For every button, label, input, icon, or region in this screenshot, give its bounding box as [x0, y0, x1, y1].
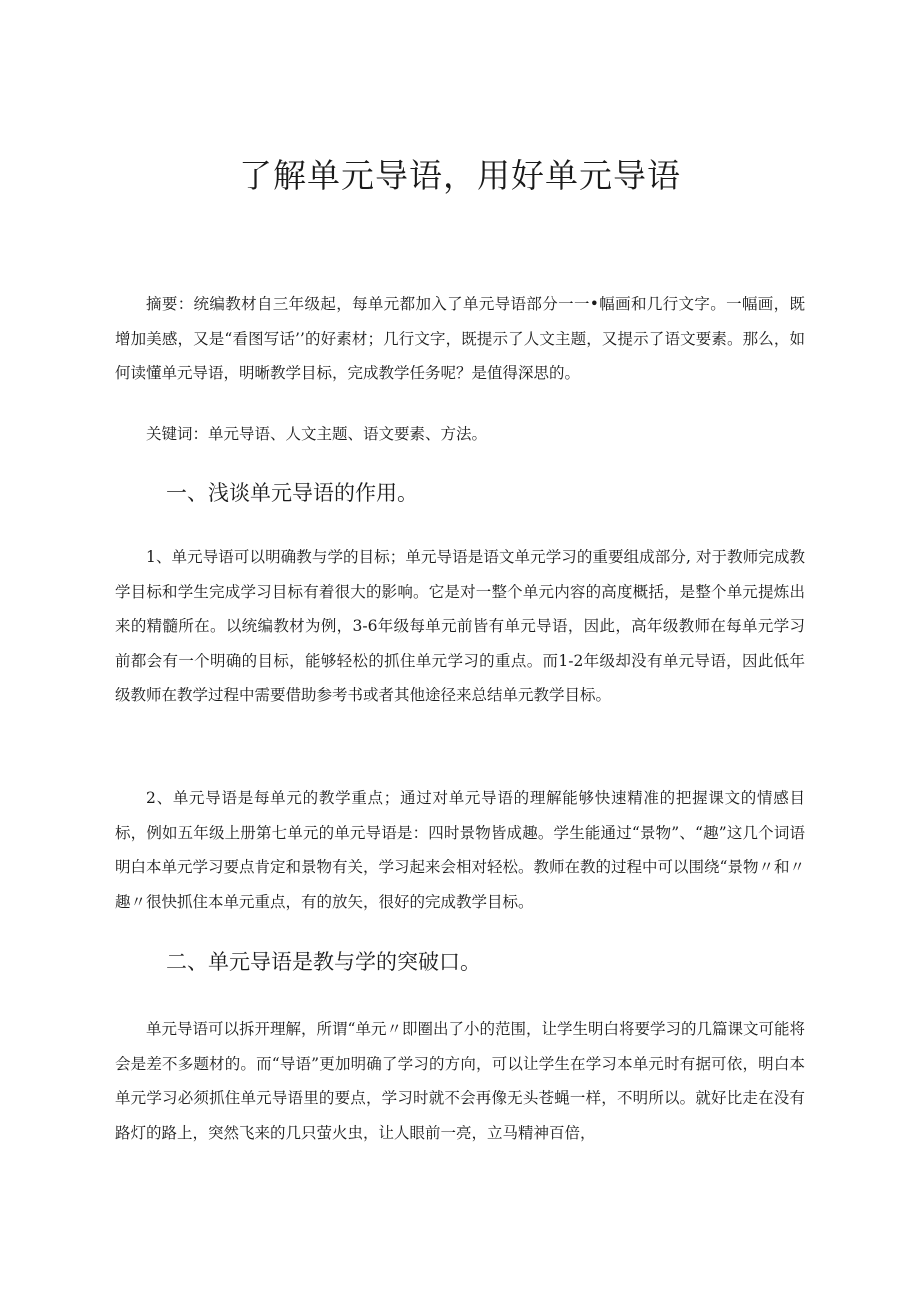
section-1-paragraph-1: 1、单元导语可以明确教与学的目标；单元导语是语文单元学习的重要组成部分, 对于教师完成教学目标和学生完成学习目标有着很大的影响。它是对一整个单元内容的高度概括，是整个单元提炼出来的精髓所在。以统编教材为例，3-6年级每单元前皆有单元导语，因此，高年级教师在每单元学习前都会有一个明确的目标，能够轻松的抓住单元学习的重点。而1-2年级却没有单元导语，因此低年级教师在教学过程中需要借助参考书或者其他途径来总结单元教学目标。 [115, 548, 805, 704]
section-2-paragraph-1: 单元导语可以拆开理解，所谓“单元〃即圈出了小的范围，让学生明白将要学习的几篇课文可能将会是差不多题材的。而“导语”更加明确了学习的方向，可以让学生在学习本单元时有据可依，明白本单元学习必须抓住单元导语里的要点，学习时就不会再像无头苍蝇一样，不明所以。就好比走在没有路灯的路上，突然飞来的几只萤火虫，让人眼前一亮，立马精神百倍， [115, 1020, 805, 1142]
abstract-paragraph: 摘要：统编教材自三年级起，每单元都加入了单元导语部分一一•幅画和几行文字。一幅画，既增加美感，又是“看图写话’’的好素材；几行文字，既提示了人文主题，又提示了语文要素。那么，如何读懂单元导语，明晰教学目标，完成教学任务呢？是值得深思的。 [115, 295, 805, 382]
section-1-heading: 一、浅谈单元导语的作用。 [166, 481, 418, 505]
document-title: 了解单元导语，用好单元导语 [239, 156, 681, 195]
section-2-heading: 二、单元导语是教与学的突破口。 [166, 950, 481, 974]
keywords-paragraph: 关键词：单元导语、人文主题、语文要素、方法。 [146, 425, 488, 443]
section-1-paragraph-2: 2、单元导语是每单元的教学重点；通过对单元导语的理解能够快速精准的把握课文的情感目标，例如五年级上册第七单元的单元导语是：四时景物皆成趣。学生能通过“景物”、“趣”这几个词语明白本单元学习要点肯定和景物有关，学习起来会相对轻松。教师在教的过程中可以围绕“景物〃和〃趣〃很快抓住本单元重点，有的放矢，很好的完成教学目标。 [115, 789, 805, 911]
